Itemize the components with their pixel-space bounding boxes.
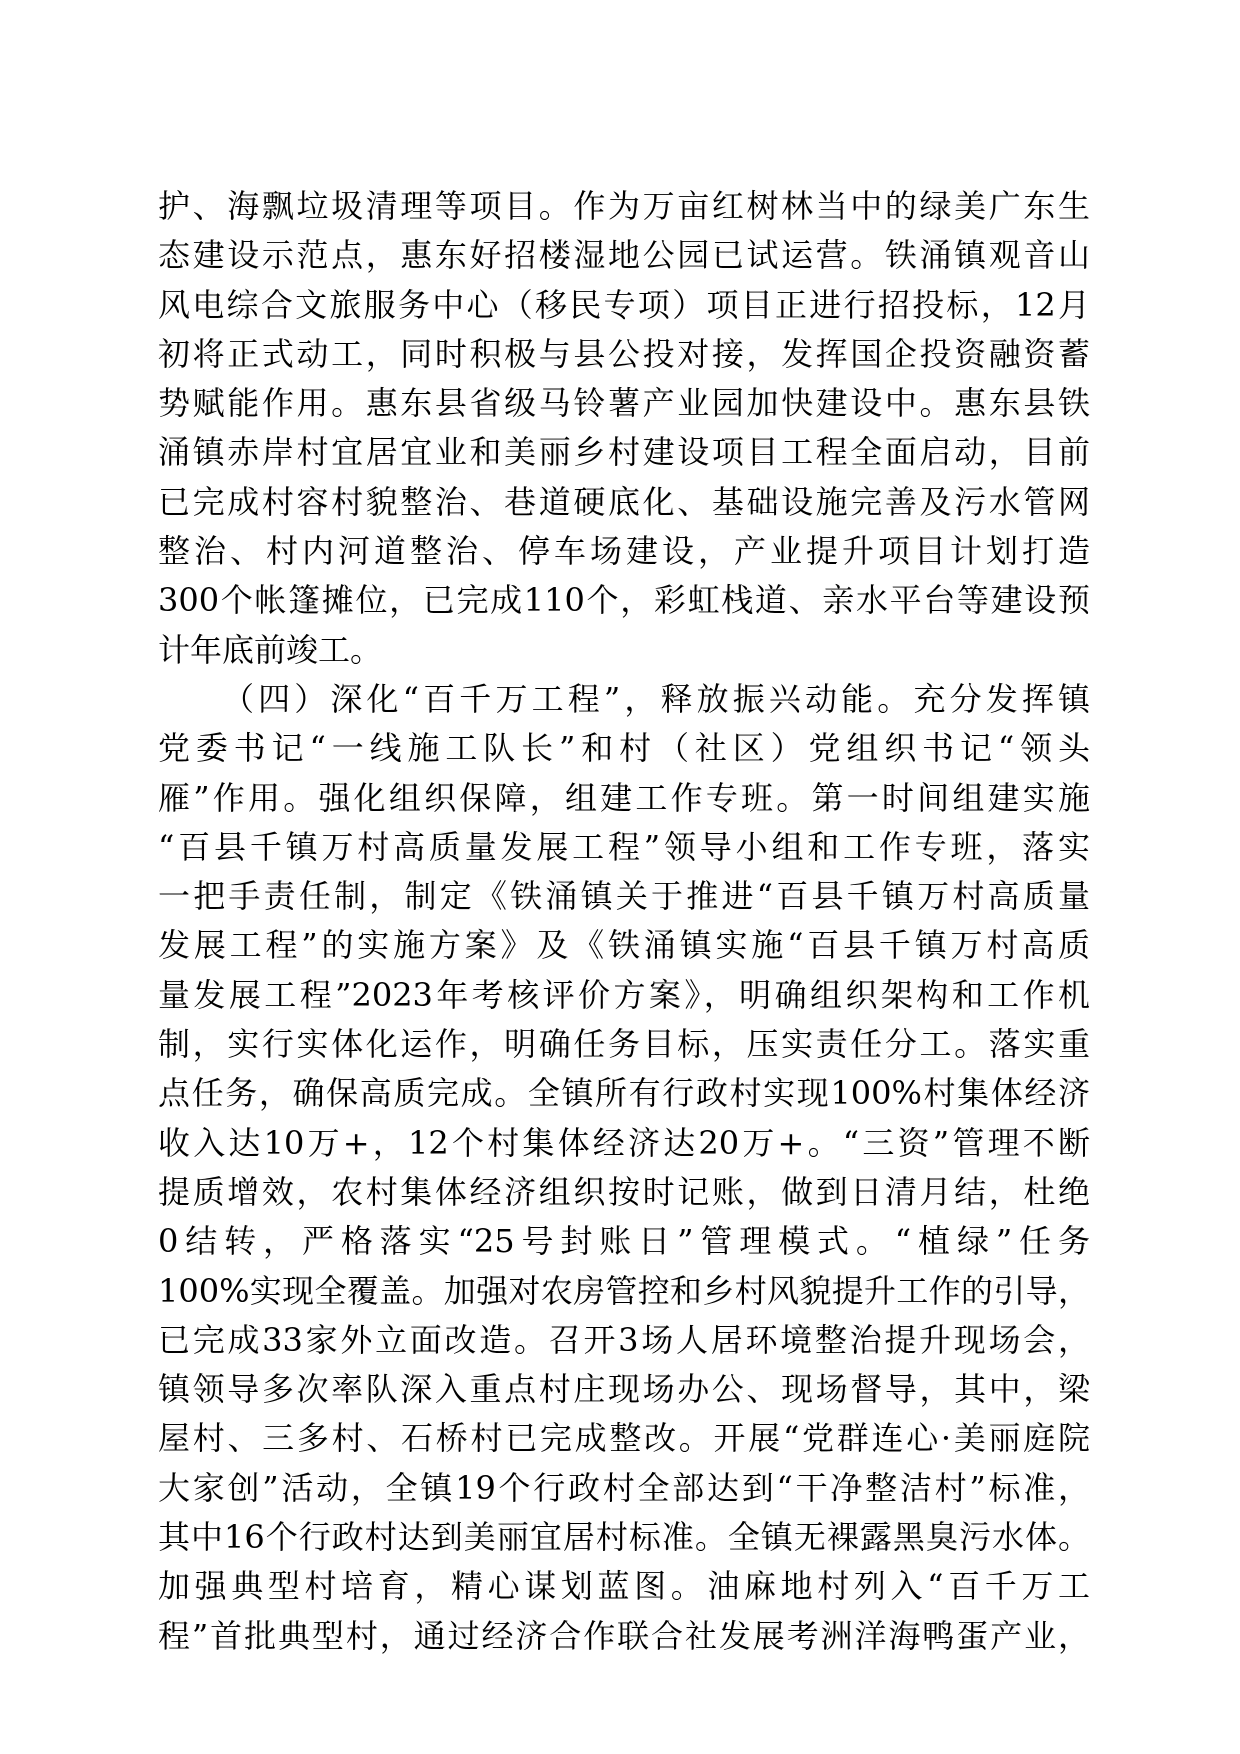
text-line: 态建设示范点，惠东好招楼湿地公园已试运营。铁涌镇观音山 xyxy=(158,236,1090,275)
text-line: 0结转，严格落实“25号封账日”管理模式。“植绿”任务 xyxy=(158,1222,1090,1261)
text-line: 势赋能作用。惠东县省级马铃薯产业园加快建设中。惠东县铁 xyxy=(158,384,1090,423)
text-line: “百县千镇万村高质量发展工程”领导小组和工作专班，落实 xyxy=(158,827,1090,866)
text-line: 一把手责任制，制定《铁涌镇关于推进“百县千镇万村高质量 xyxy=(158,877,1090,916)
text-line: 发展工程”的实施方案》及《铁涌镇实施“百县千镇万村高质 xyxy=(158,926,1090,965)
text-line: 制，实行实体化运作，明确任务目标，压实责任分工。落实重 xyxy=(158,1025,1090,1064)
text-line: 加强典型村培育，精心谋划蓝图。油麻地村列入“百千万工 xyxy=(158,1567,1090,1606)
text-line: 已完成33家外立面改造。召开3场人居环境整治提升现场会， xyxy=(158,1320,1090,1359)
text-line: 雁”作用。强化组织保障，组建工作专班。第一时间组建实施 xyxy=(158,778,1090,817)
text-line: 大家创”活动，全镇19个行政村全部达到“干净整洁村”标准， xyxy=(158,1468,1090,1507)
text-line: 初将正式动工，同时积极与县公投对接，发挥国企投资融资蓄 xyxy=(158,334,1090,373)
text-line: 提质增效，农村集体经济组织按时记账，做到日清月结，杜绝 xyxy=(158,1172,1090,1211)
text-line: 量发展工程”2023年考核评价方案》，明确组织架构和工作机 xyxy=(158,975,1090,1014)
text-line: 点任务，确保高质完成。全镇所有行政村实现100%村集体经济 xyxy=(158,1074,1090,1113)
text-line: 屋村、三多村、石桥村已完成整改。开展“党群连心·美丽庭院 xyxy=(158,1419,1090,1458)
text-line: 党委书记“一线施工队长”和村（社区）党组织书记“领头 xyxy=(158,729,1090,768)
text-line: 护、海飘垃圾清理等项目。作为万亩红树林当中的绿美广东生 xyxy=(158,187,1090,225)
text-line: 风电综合文旅服务中心（移民专项）项目正进行招投标，12月 xyxy=(158,285,1090,324)
text-line: 300个帐篷摊位，已完成110个，彩虹栈道、亲水平台等建设预 xyxy=(158,581,1090,620)
text-line: 100%实现全覆盖。加强对农房管控和乡村风貌提升工作的引导， xyxy=(158,1271,1090,1310)
section-heading-line: （四）深化“百千万工程”，释放振兴动能。充分发挥镇 xyxy=(222,679,1090,718)
text-line: 收入达10万+，12个村集体经济达20万+。“三资”管理不断 xyxy=(158,1123,1090,1162)
text-line: 其中16个行政村达到美丽宜居村标准。全镇无裸露黑臭污水体。 xyxy=(158,1518,1090,1557)
paragraph-end-line: 计年底前竣工。 xyxy=(158,630,383,669)
text-line: 涌镇赤岸村宜居宜业和美丽乡村建设项目工程全面启动，目前 xyxy=(158,433,1090,472)
text-line: 已完成村容村貌整治、巷道硬底化、基础设施完善及污水管网 xyxy=(158,482,1090,521)
text-line: 程”首批典型村，通过经济合作联合社发展考洲洋海鸭蛋产业， xyxy=(158,1616,1090,1655)
text-line: 整治、村内河道整治、停车场建设，产业提升项目计划打造 xyxy=(158,532,1090,571)
body-text xyxy=(158,182,1090,1661)
text-line: 镇领导多次率队深入重点村庄现场办公、现场督导，其中，梁 xyxy=(158,1370,1090,1409)
